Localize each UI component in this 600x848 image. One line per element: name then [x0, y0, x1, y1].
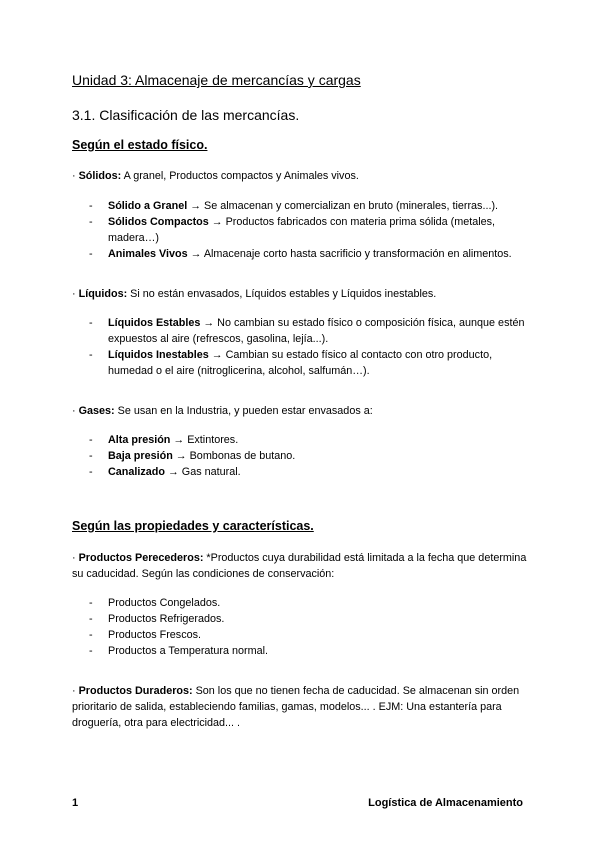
list-item [72, 643, 532, 659]
bullet-dot: · [72, 288, 76, 300]
list-item [72, 198, 532, 214]
item-term: Baja presión [108, 450, 173, 462]
subheading-propiedades: Según las propiedades y características. [72, 519, 314, 533]
dash-marker: - [89, 200, 93, 212]
item-term: Alta presión [108, 434, 171, 446]
item-term: Líquidos Estables [108, 317, 201, 329]
paragraph-solidos [72, 168, 532, 184]
bullet-dot: · [72, 170, 76, 182]
item-text: Productos a Temperatura normal. [108, 645, 269, 657]
dash-marker: - [89, 597, 93, 609]
item-text: → Bombonas de butano. [172, 450, 296, 462]
item-text: → Productos fabricados con materia prima sólida (metales, madera…) [108, 216, 496, 244]
list-item [72, 611, 532, 627]
item-term: Sólido a Granel [108, 200, 188, 212]
item-term: Canalizado [108, 466, 165, 478]
section-heading: 3.1. Clasificación de las mercancías. [72, 107, 300, 123]
item-term: Sólidos Compactos [108, 216, 209, 228]
list-item [72, 246, 532, 262]
list-solidos [72, 198, 532, 262]
list-item [72, 347, 532, 379]
dash-marker: - [89, 216, 93, 228]
dash-marker: - [89, 629, 93, 641]
label-solidos: Sólidos: [78, 170, 122, 182]
text-liquidos: Si no están envasados, Líquidos estables y Líquidos inestables. [127, 288, 437, 300]
subheading-estado-fisico: Según el estado físico. [72, 138, 208, 152]
label-perecederos: Productos Perecederos: [78, 552, 204, 564]
item-text: → Cambian su estado físico al contacto con otro producto, humedad o el aire (nitroglicerina, alcohol, salfumán…). [108, 349, 493, 377]
item-text: Productos Frescos. [108, 629, 202, 641]
dash-marker: - [89, 248, 93, 260]
dash-marker: - [89, 317, 93, 329]
item-text: → Gas natural. [165, 466, 241, 478]
item-text: → Almacenaje corto hasta sacrificio y transformación en alimentos. [187, 248, 512, 260]
unit-title: Unidad 3: Almacenaje de mercancías y cargas [72, 72, 361, 88]
item-text: → Se almacenan y comercializan en bruto (minerales, tierras...). [187, 200, 499, 212]
list-liquidos [72, 315, 532, 379]
bullet-dot: · [72, 552, 76, 564]
dash-marker: - [89, 466, 93, 478]
dash-marker: - [89, 613, 93, 625]
text-gases: Se usan en la Industria, y pueden estar envasados a: [114, 405, 373, 417]
text-perecederos: *Productos cuya durabilidad está limitada a la fecha que determina su caducidad. Según las condiciones de conservación: [72, 552, 527, 580]
list-item [72, 627, 532, 643]
paragraph-perecederos [72, 550, 532, 582]
list-gases [72, 432, 532, 480]
bullet-dot: · [72, 685, 76, 697]
bullet-dot: · [72, 405, 76, 417]
text-solidos: A granel, Productos compactos y Animales vivos. [121, 170, 359, 182]
dash-marker: - [89, 645, 93, 657]
list-item [72, 432, 532, 448]
dash-marker: - [89, 450, 93, 462]
label-liquidos: Líquidos: [78, 288, 128, 300]
list-perecederos [72, 595, 532, 659]
item-term: Animales Vivos [108, 248, 188, 260]
item-text: → No cambian su estado físico o composición física, aunque estén expuestos al aire (refrescos, gasolina, lejía...). [108, 317, 525, 345]
label-duraderos: Productos Duraderos: [78, 685, 193, 697]
item-text: Productos Congelados. [108, 597, 221, 609]
list-item [72, 448, 532, 464]
list-item [72, 214, 532, 246]
footer-course-title: Logística de Almacenamiento [368, 797, 523, 809]
dash-marker: - [89, 434, 93, 446]
item-text: → Extintores. [170, 434, 239, 446]
paragraph-gases [72, 403, 532, 419]
page-number: 1 [72, 797, 79, 809]
text-duraderos: Son los que no tienen fecha de caducidad. Se almacenan sin orden prioritario de salida, estableciendo familias, gamas, modelos... . EJM: Una estantería para droguería, otra para electricidad... . [72, 685, 520, 729]
paragraph-duraderos [72, 683, 532, 731]
dash-marker: - [89, 349, 93, 361]
item-term: Líquidos Inestables [108, 349, 209, 361]
label-gases: Gases: [78, 405, 115, 417]
list-item [72, 595, 532, 611]
paragraph-liquidos [72, 286, 532, 302]
list-item [72, 315, 532, 347]
item-text: Productos Refrigerados. [108, 613, 225, 625]
list-item [72, 464, 532, 480]
